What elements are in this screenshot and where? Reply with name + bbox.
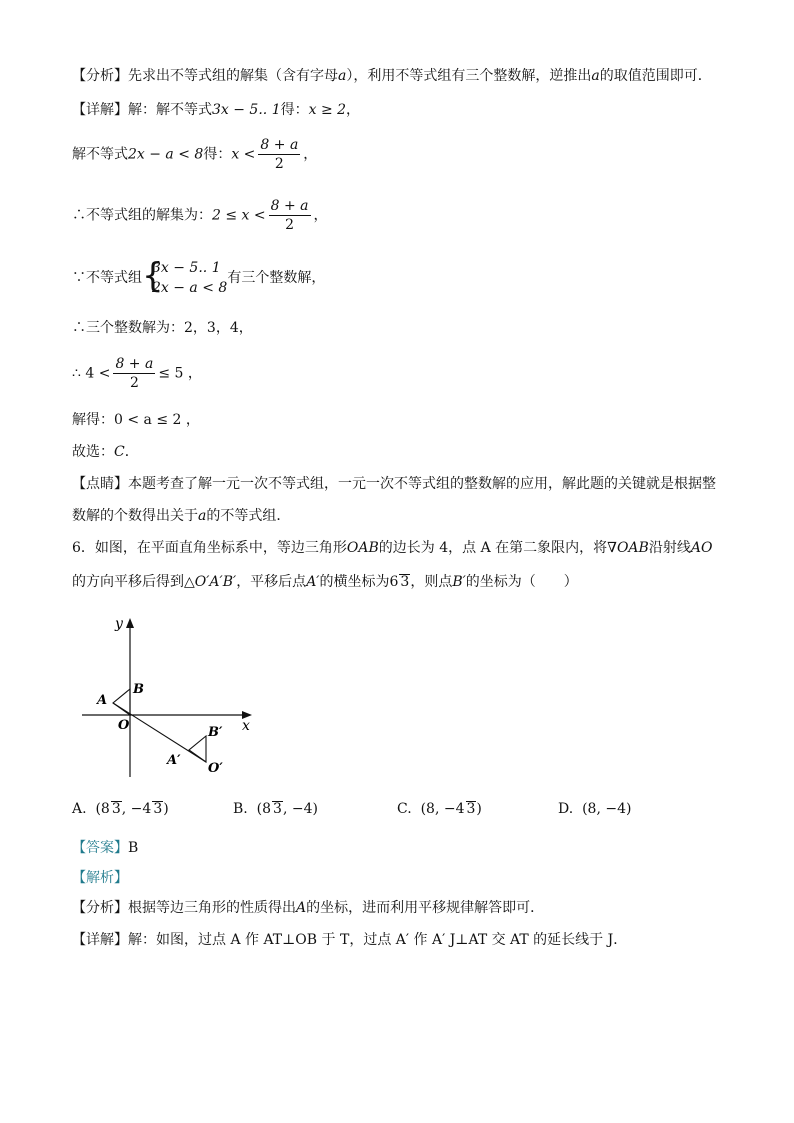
fraction: $\frac{8 + a}{2}$	[260, 137, 299, 172]
detail-tag: 【详解】	[72, 102, 128, 118]
analysis-tag: 【分析】	[72, 68, 128, 84]
answer-tag: 【答案】	[72, 840, 128, 856]
comment-line-2: 数解的个数得出关于a的不等式组．	[72, 508, 291, 524]
analysis-line: 【分析】先求出不等式组的解集（含有字母a），利用不等式组有三个整数解，逆推出a的取值范围即可．	[72, 68, 712, 84]
label-b-prime: B′	[208, 725, 223, 740]
answer-line	[72, 838, 138, 858]
option-a: A. (8 3, −4 3)	[72, 801, 169, 817]
label-a-prime: A′	[167, 753, 181, 768]
detail2-tag: 【详解】	[72, 932, 128, 948]
detail2-line: 【详解】解：如图，过点 A 作 AT⊥OB 于 T，过点 A′ 作 A′ J⊥AT 交 AT 的延长线于 J．	[72, 932, 628, 948]
coordinate-figure	[80, 612, 280, 782]
option-d: D. (8, −4)	[558, 801, 632, 817]
solution-set-line: ∴不等式组的解集为：2 ≤ x < $\frac{8 + a}{2}$ ，	[72, 198, 328, 233]
solve-line: 解得：0 < a ≤ 2 ，	[72, 412, 200, 428]
label-a: A	[97, 693, 108, 708]
jiexi-line	[72, 868, 128, 888]
label-o-prime: O′	[208, 761, 223, 776]
comment-line: 【点睛】本题考查了解一元一次不等式组，一元一次不等式组的整数解的应用，解此题的关键就是根据整	[72, 476, 716, 492]
option-c: C. (8, −4 3)	[397, 801, 482, 817]
analysis2-tag: 【分析】	[72, 900, 128, 916]
sqrt: 3	[400, 574, 410, 590]
answer-value: B	[128, 840, 139, 856]
label-b: B	[133, 682, 144, 697]
inequality2-line: 解不等式2x − a < 8得：x < $\frac{8 + a}{2}$ ，	[72, 137, 318, 172]
integer-solutions-line: ∴三个整数解为：2，3，4，	[72, 320, 253, 336]
choose-line: 故选：C．	[72, 444, 139, 460]
detail-line: 【详解】解：解不等式3x − 5.. 1得：x ≥ 2，	[72, 102, 361, 118]
question6-line1: 6．如图，在平面直角坐标系中，等边三角形OAB的边长为 4，点 A 在第二象限内，将∇OAB沿射线AO	[72, 540, 713, 556]
range-line: ∴ 4 < $\frac{8 + a}{2}$ ≤ 5 ，	[72, 356, 202, 391]
triangle-oab-prime	[189, 736, 206, 762]
comment-tag: 【点睛】	[72, 476, 128, 492]
jiexi-tag: 【解析】	[72, 870, 128, 886]
triangle-oab	[113, 689, 130, 715]
label-y: y	[115, 616, 123, 632]
analysis2-line: 【分析】根据等边三角形的性质得出A的坐标，进而利用平移规律解答即可．	[72, 900, 545, 916]
fraction: $\frac{8 + a}{2}$	[115, 356, 154, 391]
y-axis-arrow	[126, 618, 134, 628]
fraction: $\frac{8 + a}{2}$	[270, 198, 309, 233]
label-o: O	[118, 718, 130, 733]
inequality-system: { 3x − 5.. 1 2x − a < 8	[142, 256, 228, 296]
system-line: ∵不等式组 { 3x − 5.. 1 2x − a < 8 有三个整数解，	[72, 256, 326, 296]
label-x: x	[242, 718, 250, 734]
option-b: B. (8 3, −4)	[233, 801, 318, 817]
question6-line2: 的方向平移后得到△O′A′B′，平移后点A′的横坐标为6 3，则点B′的坐标为（ ）	[72, 574, 578, 590]
